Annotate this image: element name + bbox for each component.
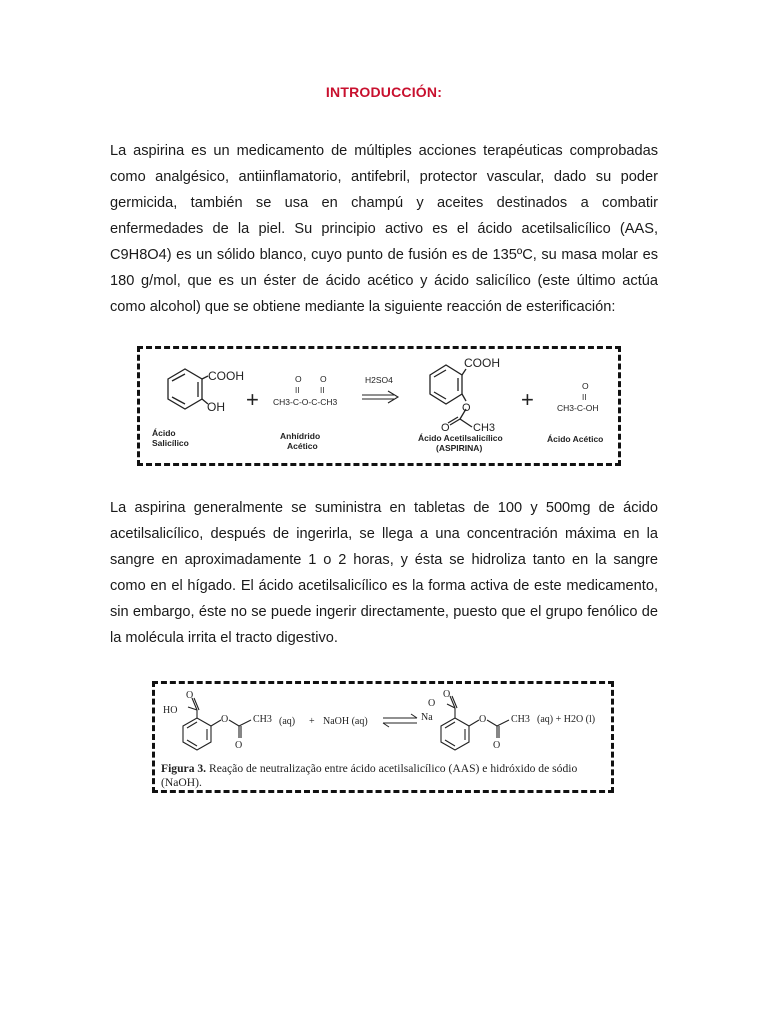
- aspirin-cooh-label: COOH: [464, 356, 500, 370]
- ch3-right-label: CH3: [511, 714, 530, 725]
- salicylic-cooh-label: COOH: [208, 369, 244, 383]
- o-minus-label: O: [428, 698, 436, 709]
- caption-text: Reação de neutralização entre ácido acetilsalicílico (AAS) e hidróxido de sódio (NaOH).: [161, 762, 578, 789]
- acetic-formula: CH3-C-OH: [557, 403, 599, 413]
- acetic-o: O: [582, 381, 589, 391]
- catalyst-label: H2SO4: [365, 375, 393, 385]
- intro-paragraph: La aspirina es un medicamento de múltiples acciones terapéuticas comprobadas como analgésico, antiinflamatorio, antifebril, protector vascular, dado su poder germicida, también se usa en champú y aceites destinados a combatir enfermedades de la piel. Su principio activo es el ácido acetilsalicílico (AAS, C9H8O4) es un sólido blanco, cuyo punto de fusión es de 135ºC, su masa molar es 180 g/mol, que es un éster de ácido acético y ácido salicílico (este último actúa como alcohol) que se obtiene mediante la siguiente reacción de esterificación:: [110, 143, 658, 315]
- body-paragraph-2: La aspirina generalmente se suministra en tabletas de 100 y 500mg de ácido acetilsalicílico, después de ingerirla, se llega a una concentración máxima en la sangre en aproximadamente 1 o 2 horas, y ésta se hidroliza tanto en la sangre como en el hígado. El ácido acetilsalicílico es la forma activa de este medicamento, sin embargo, éste no se puede ingerir directamente, puesto que el grupo fenólico de la molécula irrita el tracto digestivo.: [110, 500, 658, 646]
- o-ring-label: O: [221, 714, 229, 725]
- o-top-label: O: [186, 690, 194, 701]
- equilibrium-arrow: [383, 714, 417, 727]
- acetic-name: Ácido Acético: [547, 434, 604, 444]
- plus-label: +: [309, 716, 315, 727]
- anhydride-formula: CH3-C-O-C-CH3: [273, 397, 338, 407]
- aspirin-name-1: Ácido Acetilsalicílico: [418, 433, 503, 443]
- aq1-label: (aq): [279, 716, 296, 727]
- ch3-left-label: CH3: [253, 714, 272, 725]
- salicylic-name-2: Salicílico: [152, 438, 189, 448]
- reaction-arrow: [362, 391, 398, 403]
- o-right-label: O: [443, 689, 451, 700]
- aspirin-ch3-label: CH3: [473, 422, 496, 434]
- o-bottom-right-label: O: [493, 740, 501, 751]
- anhydride-name-1: Anhídrido: [280, 431, 321, 441]
- o-bottom-left-label: O: [235, 740, 243, 751]
- anhydride-eq1: II: [295, 386, 300, 395]
- salicylic-acid-structure: [168, 369, 208, 409]
- aspirin-o-label: O: [462, 402, 471, 414]
- anhydride-eq2: II: [320, 386, 325, 395]
- ho-label: HO: [163, 705, 178, 716]
- aq2-label: (aq) + H2O (l): [537, 714, 596, 725]
- neutralization-figure: [152, 681, 614, 793]
- aspirin-name-2: (ASPIRINA): [436, 443, 483, 453]
- esterification-figure: [137, 346, 621, 466]
- page-title: INTRODUCCIÓN:: [325, 84, 443, 100]
- plus-sign-1: +: [246, 387, 259, 412]
- anhydride-o2: O: [320, 374, 327, 384]
- aspirin-structure: [430, 365, 472, 427]
- na-label: Na: [421, 712, 433, 723]
- figure-caption: [161, 762, 609, 790]
- naoh-label: NaOH (aq): [323, 716, 368, 727]
- o-ring-right-label: O: [479, 714, 487, 725]
- anhydride-o1: O: [295, 374, 302, 384]
- anhydride-name-2: Acético: [287, 441, 318, 451]
- salicylic-oh-label: OH: [207, 400, 225, 414]
- salicylic-name-1: Ácido: [152, 428, 176, 438]
- aspirin-o2-label: O: [441, 422, 450, 434]
- acetic-eq: II: [582, 393, 587, 402]
- plus-sign-2: +: [521, 387, 534, 412]
- caption-label: Figura 3.: [161, 762, 207, 775]
